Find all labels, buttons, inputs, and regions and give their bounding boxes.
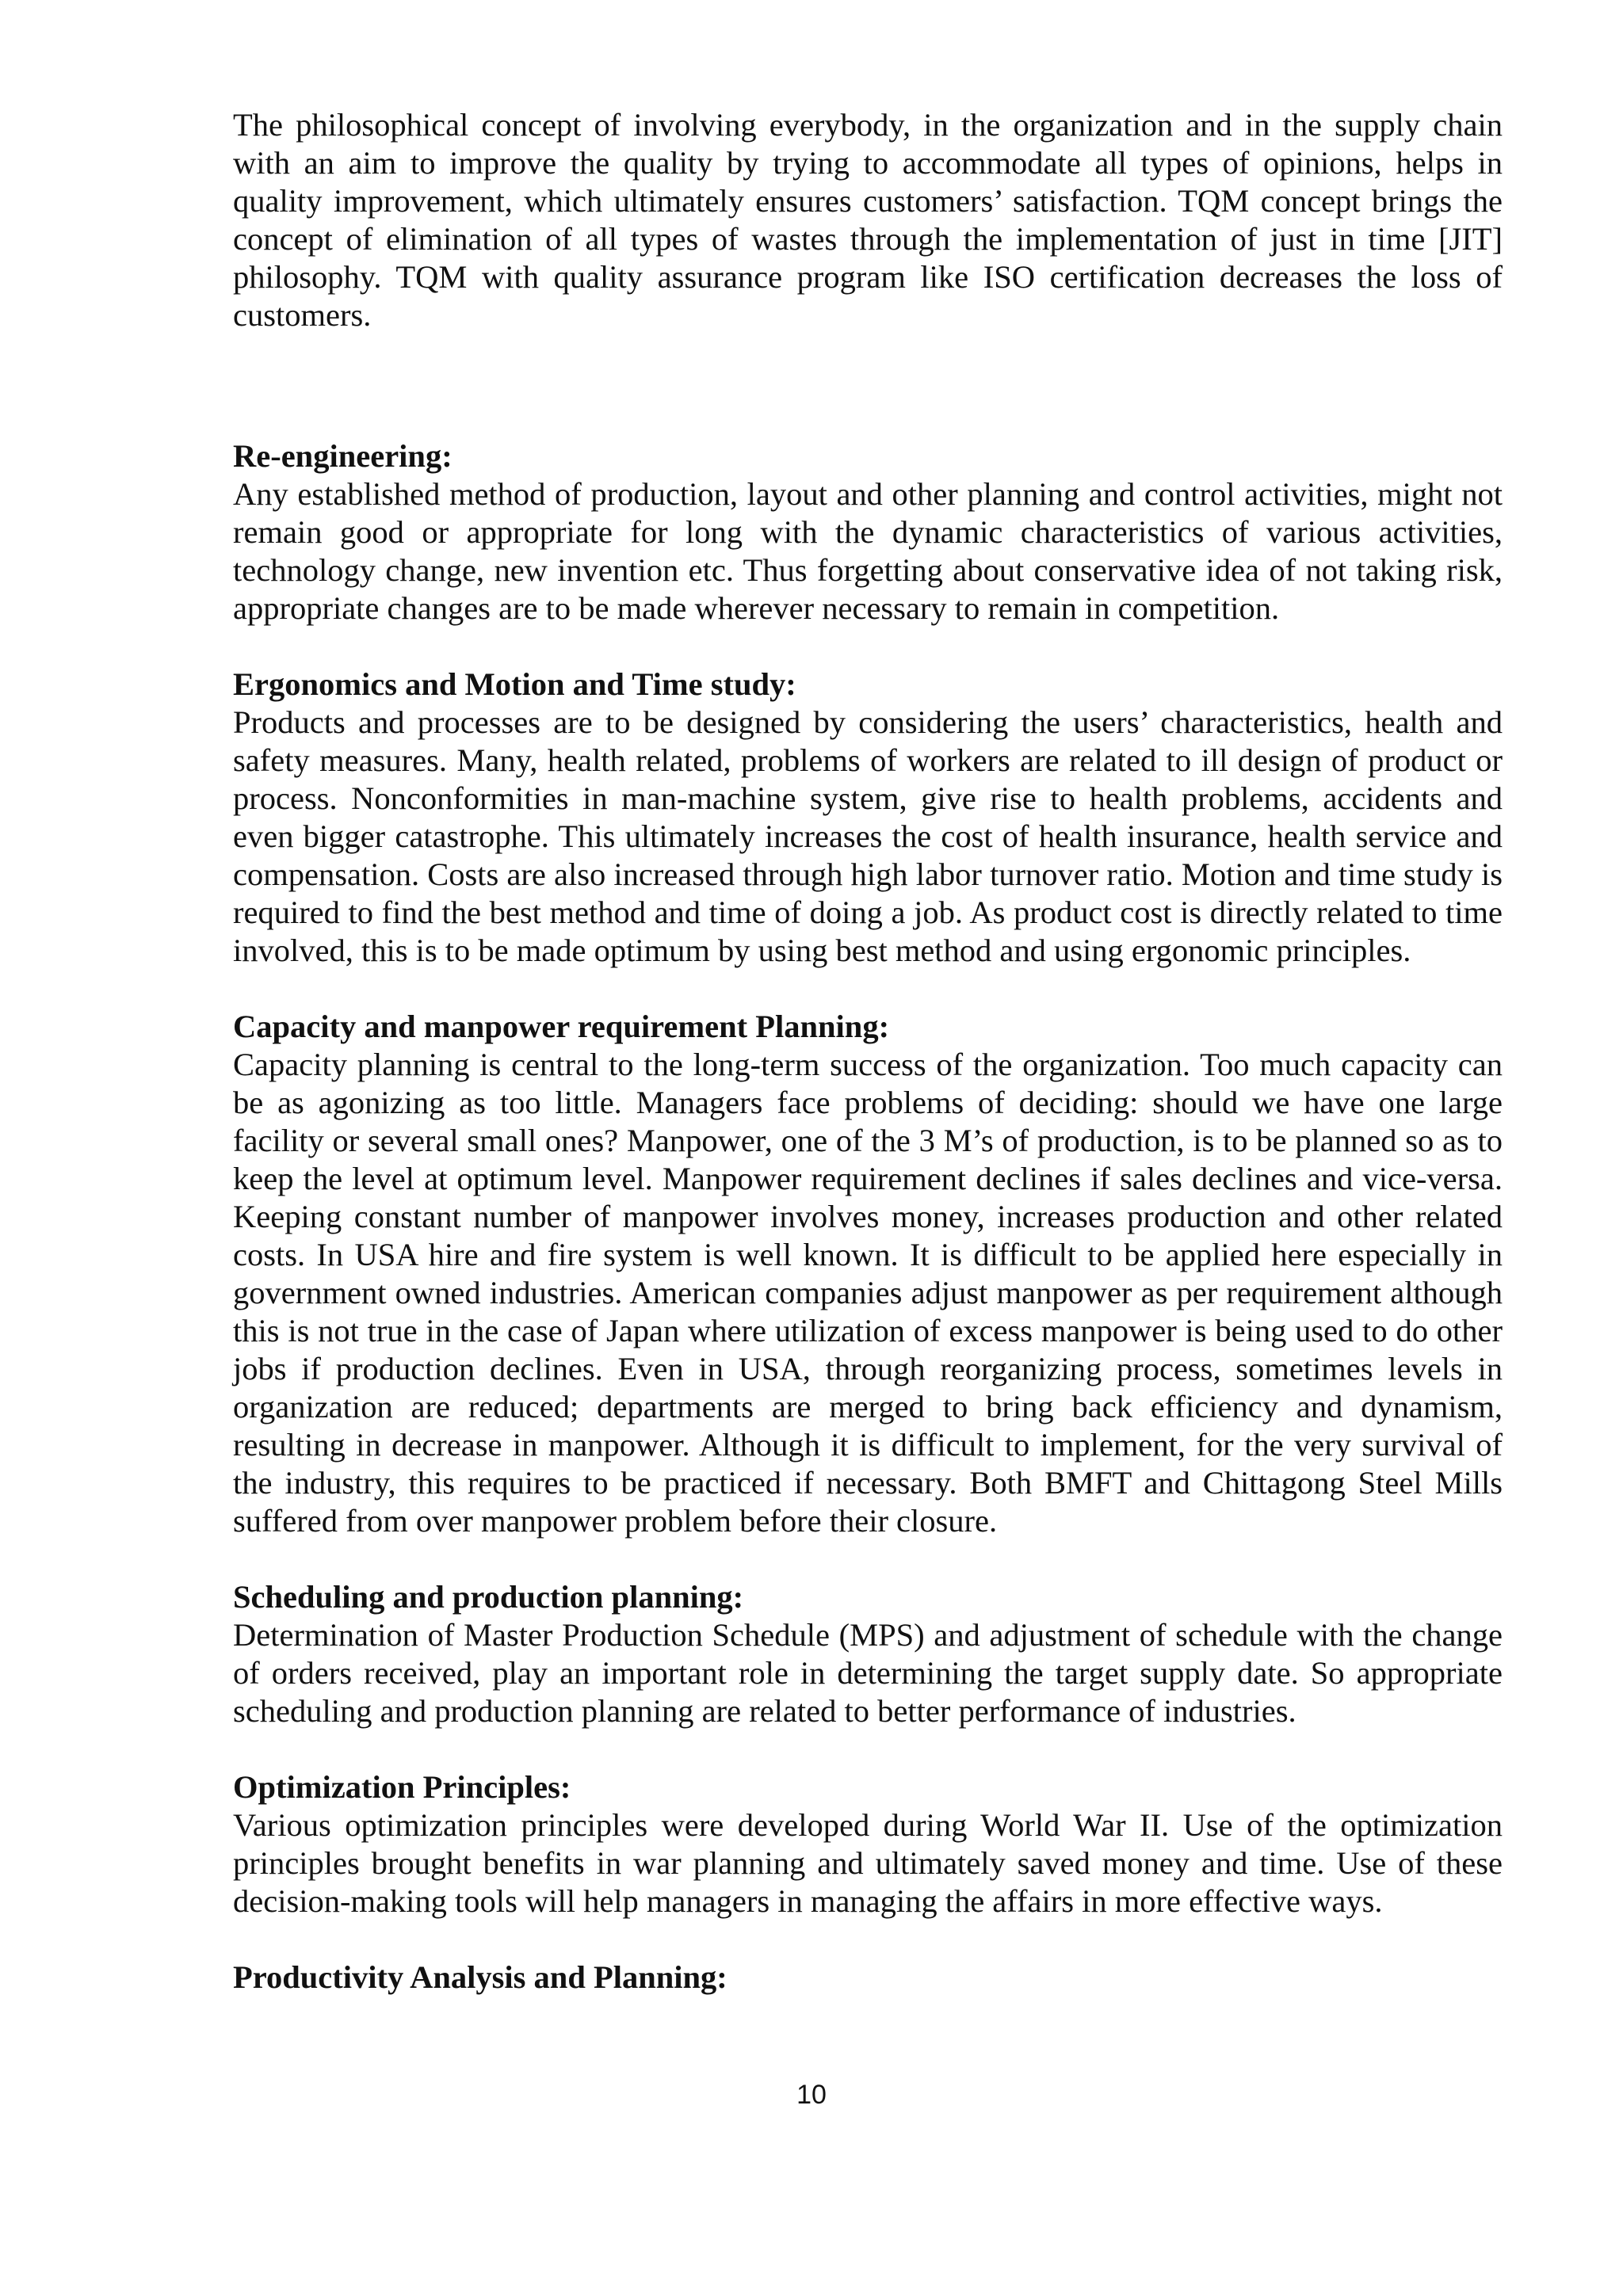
section-scheduling <box>233 1578 1503 1730</box>
section-body: Capacity planning is central to the long-term success of the organization. Too much capacity can be as agonizing as too little. Managers face problems of deciding: should we have one large facility or several small ones? Manpower, one of the 3 M’s of production, is to be planned so as to keep the level at optimum level. Manpower requirement declines if sales declines and vice-versa. Keeping constant number of manpower involves money, increases production and other related costs. In USA hire and fire system is well known. It is difficult to be applied here especially in government owned industries. American companies adjust manpower as per requirement although this is not true in the case of Japan where utilization of excess manpower is being used to do other jobs if production declines. Even in USA, through reorganizing process, sometimes levels in organization are reduced; departments are merged to bring back efficiency and dynamism, resulting in decrease in manpower. Although it is difficult to implement, for the very survival of the industry, this requires to be practiced if necessary. Both BMFT and Chittagong Steel Mills suffered from over manpower problem before their closure. <box>233 1047 1503 1539</box>
section-capacity-planning <box>233 1008 1503 1540</box>
section-productivity <box>233 1958 1503 1997</box>
page-content <box>233 106 1503 2035</box>
section-body: Various optimization principles were developed during World War II. Use of the optimization principles brought benefits in war planning and ultimately saved money and time. Use of these decision-making tools will help managers in managing the affairs in more effective ways. <box>233 1807 1503 1919</box>
intro-paragraph: The philosophical concept of involving everybody, in the organization and in the supply chain with an aim to improve the quality by trying to accommodate all types of opinions, helps in quality improvement, which ultimately ensures customers’ satisfaction. TQM concept brings the concept of elimination of all types of wastes through the implementation of just in time [JIT] philosophy. TQM with quality assurance program like ISO certification decreases the loss of customers. <box>233 107 1503 333</box>
section-body: Products and processes are to be designed by considering the users’ characteristics, health and safety measures. Many, health related, problems of workers are related to ill design of product or process. Nonconformities in man-machine system, give rise to health problems, accidents and even bigger catastrophe. This ultimately increases the cost of health insurance, health service and compensation. Costs are also increased through high labor turnover ratio. Motion and time study is required to find the best method and time of doing a job. As product cost is directly related to time involved, this is to be made optimum by using best method and using ergonomic principles. <box>233 704 1503 968</box>
section-heading: Re-engineering: <box>233 438 453 474</box>
section-re-engineering <box>233 437 1503 627</box>
section-body: Determination of Master Production Schedule (MPS) and adjustment of schedule with the change of orders received, play an important role in determining the target supply date. So appropriate scheduling and production planning are related to better performance of industries. <box>233 1617 1503 1729</box>
section-heading: Optimization Principles: <box>233 1769 571 1805</box>
section-ergonomics <box>233 666 1503 970</box>
section-heading: Capacity and manpower requirement Planning: <box>233 1009 890 1044</box>
section-body: Any established method of production, layout and other planning and control activities, might not remain good or appropriate for long with the dynamic characteristics of various activities, technology change, new invention etc. Thus forgetting about conservative idea of not taking risk, appropriate changes are to be made wherever necessary to remain in competition. <box>233 476 1503 626</box>
section-heading: Ergonomics and Motion and Time study: <box>233 666 796 702</box>
section-heading: Scheduling and production planning: <box>233 1579 744 1615</box>
section-heading: Productivity Analysis and Planning: <box>233 1959 727 1995</box>
page-number: 10 <box>796 2080 827 2110</box>
section-optimization <box>233 1768 1503 1920</box>
